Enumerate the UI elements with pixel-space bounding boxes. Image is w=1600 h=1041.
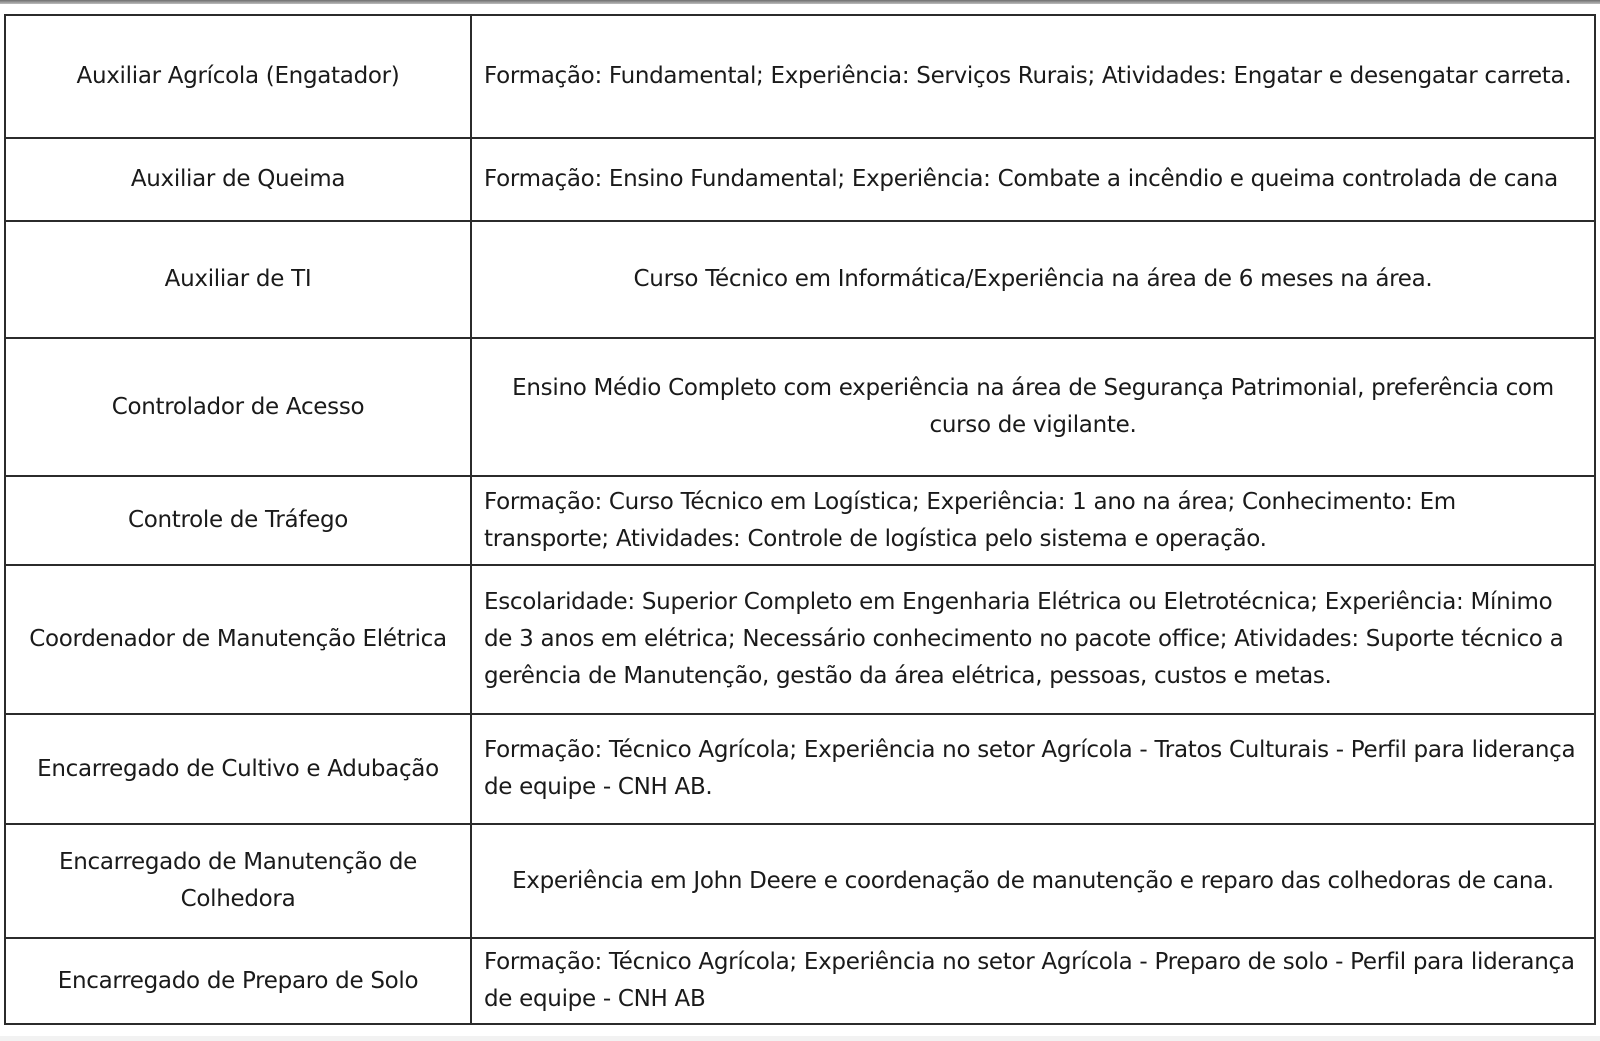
role-cell: Controlador de Acesso (5, 338, 471, 476)
role-cell: Auxiliar Agrícola (Engatador) (5, 15, 471, 138)
description-cell: Formação: Técnico Agrícola; Experiência no setor Agrícola - Preparo de solo - Perfil para liderança de equipe - CNH AB (471, 938, 1595, 1024)
role-cell: Controle de Tráfego (5, 476, 471, 565)
top-edge-strip (0, 0, 1600, 4)
description-cell: Experiência em John Deere e coordenação de manutenção e reparo das colhedoras de cana. (471, 824, 1595, 938)
description-cell: Formação: Curso Técnico em Logística; Experiência: 1 ano na área; Conhecimento: Em transporte; Atividades: Controle de logística pelo sistema e operação. (471, 476, 1595, 565)
description-cell: Formação: Técnico Agrícola; Experiência no setor Agrícola - Tratos Culturais - Perfil para liderança de equipe - CNH AB. (471, 714, 1595, 824)
role-cell: Encarregado de Cultivo e Adubação (5, 714, 471, 824)
role-cell: Encarregado de Manutenção de Colhedora (5, 824, 471, 938)
role-cell: Auxiliar de Queima (5, 138, 471, 221)
description-cell: Curso Técnico em Informática/Experiência na área de 6 meses na área. (471, 221, 1595, 338)
role-cell: Coordenador de Manutenção Elétrica (5, 565, 471, 714)
description-cell: Escolaridade: Superior Completo em Engenharia Elétrica ou Eletrotécnica; Experiência: Mínimo de 3 anos em elétrica; Necessário conhecimento no pacote office; Atividades: Suporte técnico a gerência de Manutenção, gestão da área elétrica, pessoas, custos e metas. (471, 565, 1595, 714)
table-row (5, 221, 1595, 338)
table-row (5, 824, 1595, 938)
table-row (5, 338, 1595, 476)
job-openings-table (4, 14, 1596, 1025)
description-cell: Formação: Ensino Fundamental; Experiência: Combate a incêndio e queima controlada de cana (471, 138, 1595, 221)
table-row (5, 714, 1595, 824)
role-cell: Encarregado de Preparo de Solo (5, 938, 471, 1024)
table-row (5, 565, 1595, 714)
description-cell: Ensino Médio Completo com experiência na área de Segurança Patrimonial, preferência com curso de vigilante. (471, 338, 1595, 476)
table-row (5, 938, 1595, 1024)
role-cell: Auxiliar de TI (5, 221, 471, 338)
table-row (5, 138, 1595, 221)
table-row (5, 476, 1595, 565)
bottom-edge-strip (0, 1036, 1600, 1041)
table-row (5, 15, 1595, 138)
description-cell: Formação: Fundamental; Experiência: Serviços Rurais; Atividades: Engatar e desengatar carreta. (471, 15, 1595, 138)
